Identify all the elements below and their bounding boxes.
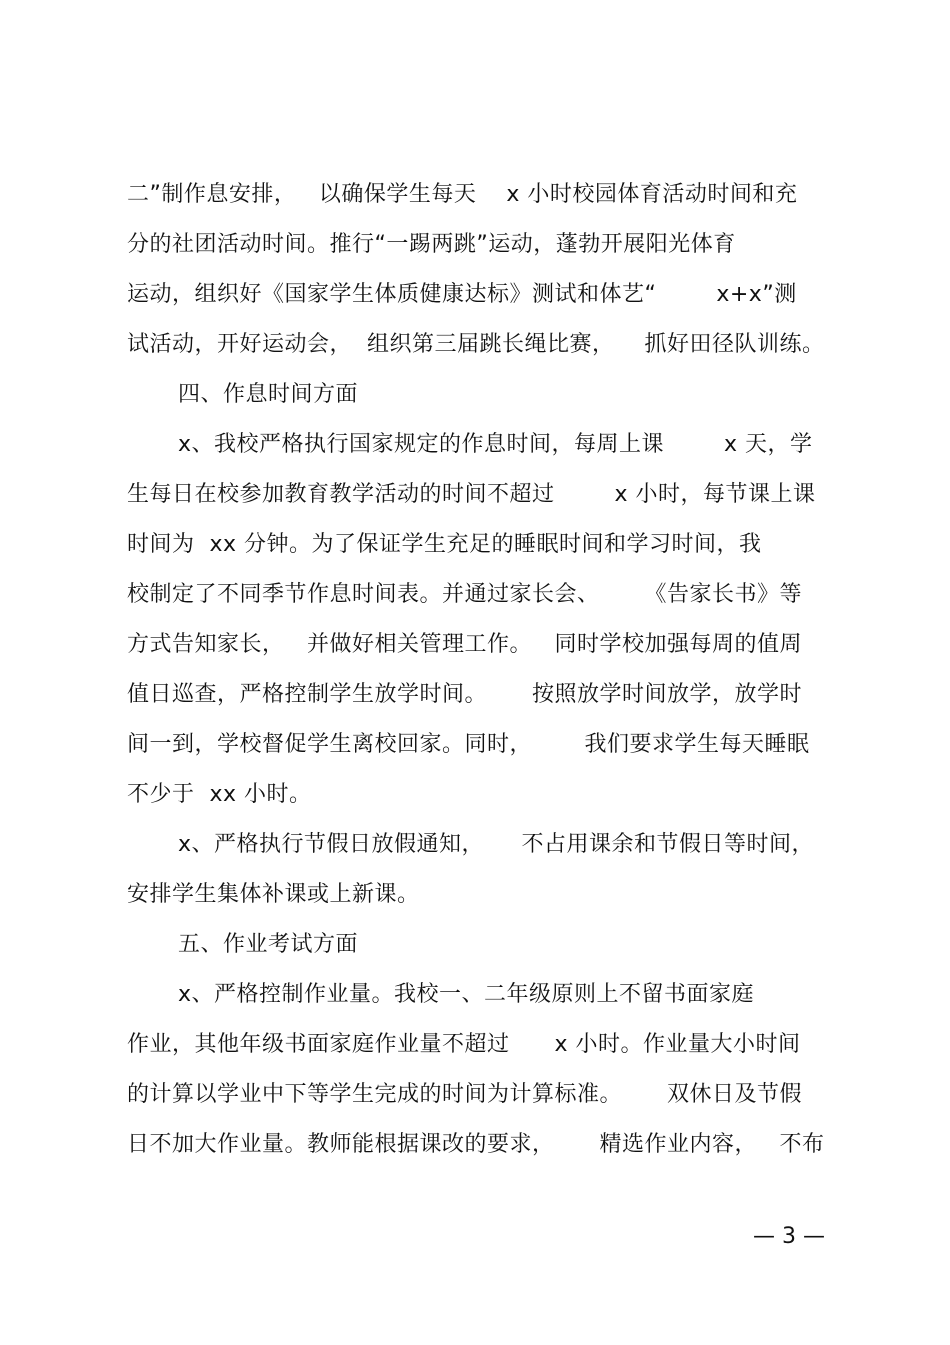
text-line: 日不加大作业量。教师能根据课改的要求， 精选作业内容， 不布 [127,1132,825,1157]
text-line: x、严格控制作业量。我校一、二年级原则上不留书面家庭 [178,982,755,1007]
section-heading: 四、作息时间方面 [178,382,359,407]
text-line: 安排学生集体补课或上新课。 [127,882,420,907]
text-line: 二”制作息安排， 以确保学生每天 x 小时校园体育活动时间和充 [127,182,798,207]
text-line: 时间为 xx 分钟。为了保证学生充足的睡眠时间和学习时间，我 [127,532,762,557]
text-line: 运动，组织好《国家学生体质健康达标》测试和体艺“ x+x”测 [127,282,797,307]
page-number: — 3 — [753,1224,825,1249]
text-line: 值日巡查，严格控制学生放学时间。 按照放学时间放学，放学时 [127,682,802,707]
text-line: 间一到，学校督促学生离校回家。同时， 我们要求学生每天睡眠 [127,732,810,757]
text-line: 不少于 xx 小时。 [127,782,312,807]
text-line: 试活动，开好运动会， 组织第三届跳长绳比赛， 抓好田径队训练。 [127,332,825,357]
text-line: x、我校严格执行国家规定的作息时间，每周上课 x 天，学 [178,432,813,457]
text-line: 分的社团活动时间。推行“一踢两跳”运动，蓬勃开展阳光体育 [127,232,736,257]
section-heading: 五、作业考试方面 [178,932,359,957]
text-line: 的计算以学业中下等学生完成的时间为计算标准。 双休日及节假 [127,1082,802,1107]
text-line: 方式告知家长， 并做好相关管理工作。 同时学校加强每周的值周 [127,632,802,657]
text-line: 校制定了不同季节作息时间表。并通过家长会、 《告家长书》等 [127,582,802,607]
text-line: 生每日在校参加教育教学活动的时间不超过 x 小时，每节课上课 [127,482,816,507]
text-line: x、严格执行节假日放假通知， 不占用课余和节假日等时间， [178,832,814,857]
text-line: 作业，其他年级书面家庭作业量不超过 x 小时。作业量大小时间 [127,1032,801,1057]
